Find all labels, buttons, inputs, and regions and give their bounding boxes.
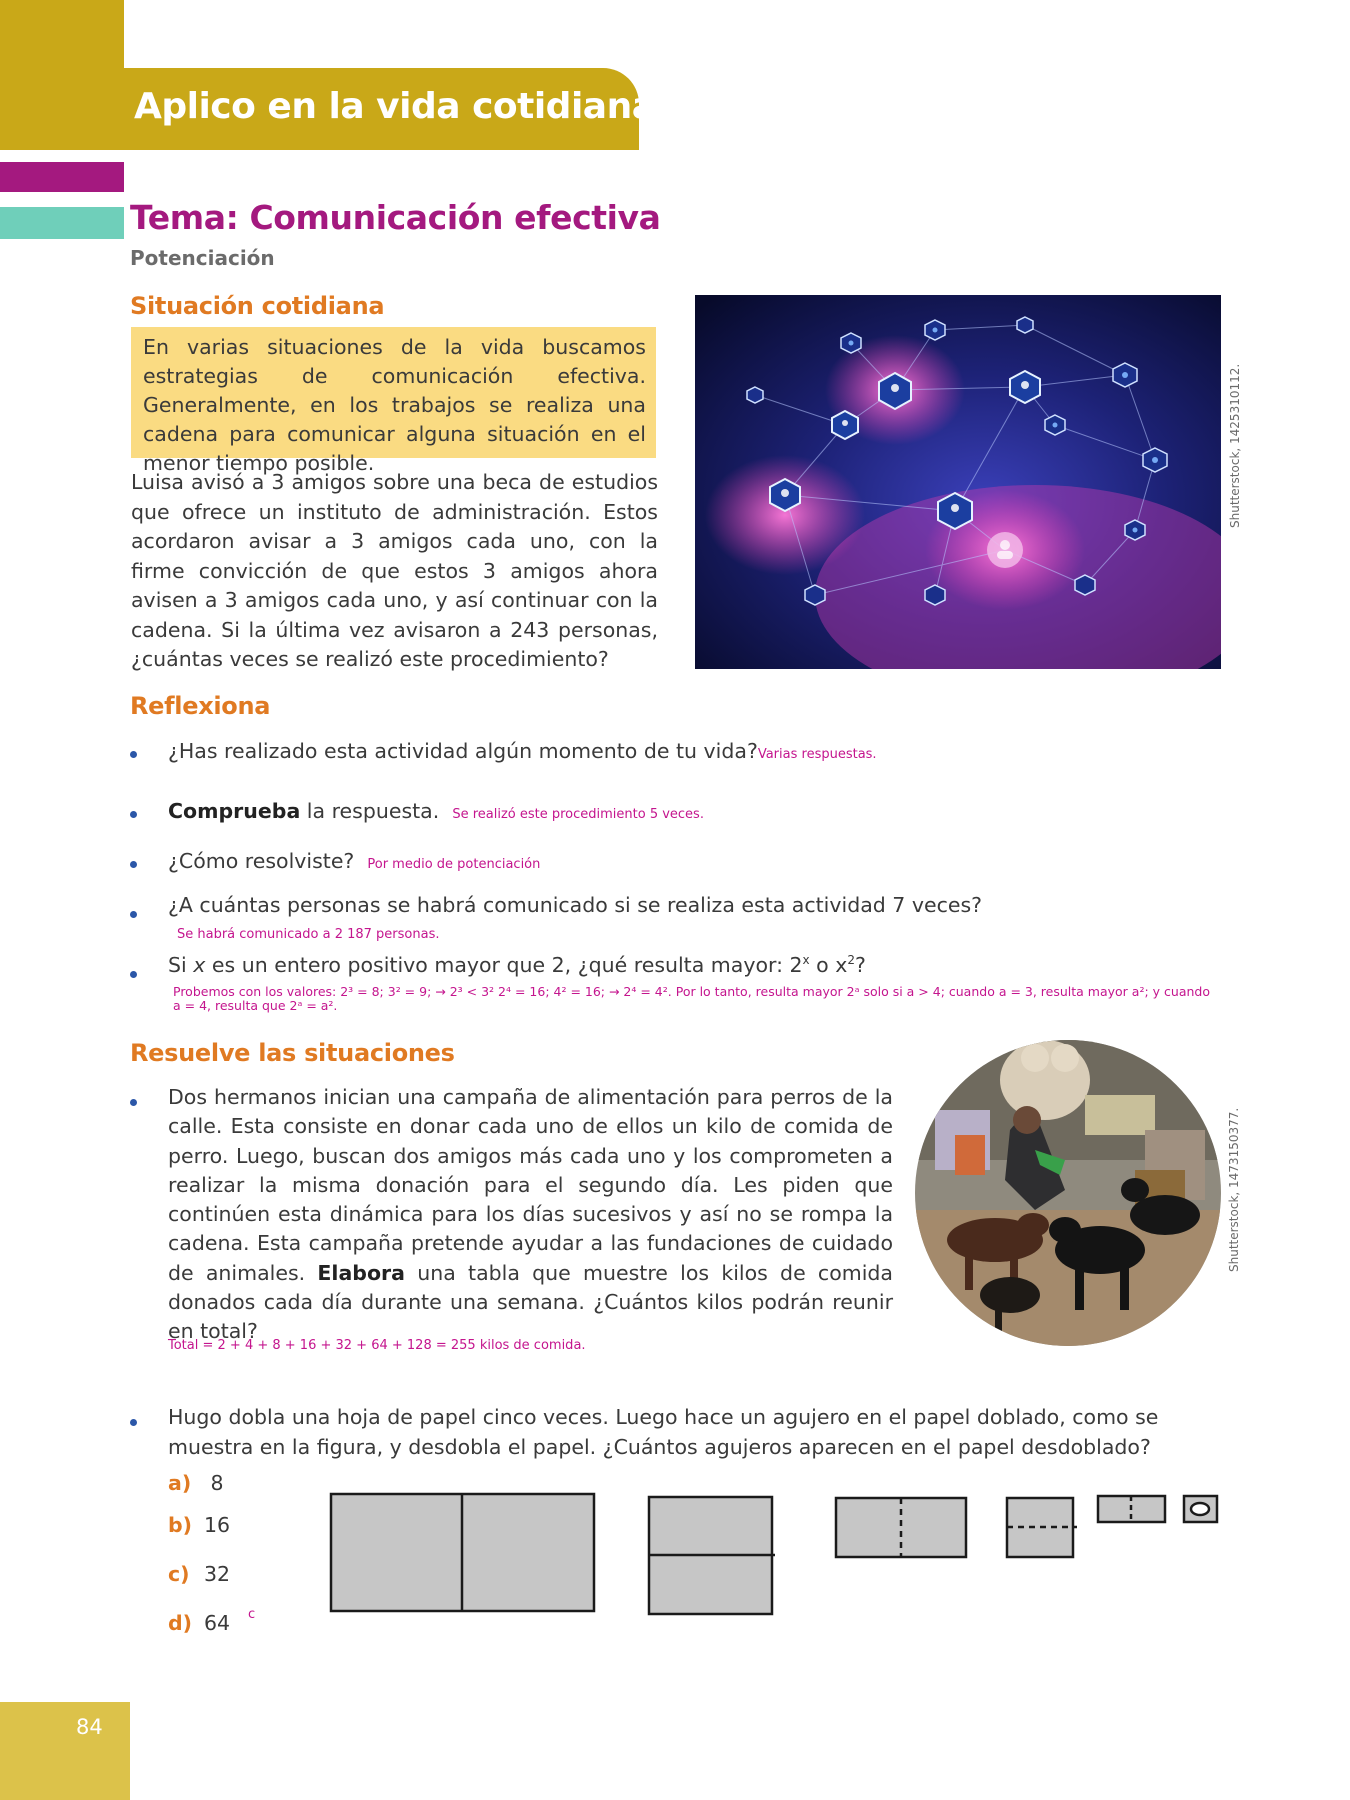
- reflect-answer-5: Probemos con los valores: 2³ = 8; 3² = 9; → 2³ < 3² 2⁴ = 16; 4² = 16; → 2⁴ = 4². Por lo tanto, resulta mayor 2ᵃ solo si a > 4; cuando a = 3, resulta mayor a²; y cuando a = 4, resulta que 2ᵃ = a².: [173, 984, 1210, 1013]
- problem-2-text: Hugo dobla una hoja de papel cinco veces. Luego hace un agujero en el papel doblado, como se muestra en la figura, y desdobla el papel. ¿Cuántos agujeros aparecen en el papel desdoblado?: [168, 1405, 1159, 1459]
- page-number: 84: [76, 1715, 103, 1739]
- reflect-question-5: Si x es un entero positivo mayor que 2, ¿qué resulta mayor: 2$^x$ o $x^2$?: [168, 953, 866, 977]
- magenta-accent-bar: [0, 162, 124, 192]
- situation-paragraph: Luisa avisó a 3 amigos sobre una beca de estudios que ofrece un instituto de administración. Estos acordaron avisar a 3 amigos cada uno, con la firme convicción de que estos 3 amigos ahora avisen a 3 amigos cada uno, y así continuar con la cadena. Si la última vez avisaron a 243 personas, ¿cuántas veces se realizó este procedimiento?: [131, 470, 658, 671]
- reflect-question-2: Comprueba la respuesta. Se realizó este procedimiento 5 veces.: [168, 799, 704, 823]
- reflect-answer-4: Se habrá comunicado a 2 187 personas.: [177, 927, 440, 942]
- network-image: [695, 295, 1221, 669]
- bullet-icon: [130, 971, 140, 981]
- teal-accent-bar: [0, 207, 124, 239]
- reflect-answer-2: Se realizó este procedimiento 5 veces.: [452, 807, 704, 822]
- option-c[interactable]: c) 32: [168, 1562, 231, 1586]
- bullet-icon: [130, 1419, 140, 1429]
- option-d[interactable]: d) 64: [168, 1611, 231, 1635]
- hole-icon: [1191, 1503, 1209, 1515]
- bullet-icon: [130, 1099, 140, 1109]
- bullet-icon: [130, 751, 140, 761]
- solve-heading: Resuelve las situaciones: [130, 1039, 455, 1067]
- dogs-photo: [915, 1040, 1221, 1346]
- bullet-icon: [130, 911, 140, 921]
- bullet-icon: [130, 811, 140, 821]
- option-answer-mark: c: [248, 1607, 256, 1622]
- topic-subtitle: Potenciación: [130, 246, 275, 270]
- reflect-heading: Reflexiona: [130, 692, 271, 720]
- reflect-question-4: ¿A cuántas personas se habrá comunicado si se realiza esta actividad 7 veces?: [168, 893, 983, 917]
- page-number-band: [0, 1702, 130, 1800]
- paper-folding-figure: [325, 1490, 1225, 1620]
- header-band: [0, 0, 124, 150]
- paper-step-3: [836, 1498, 966, 1557]
- reflect-answer-3: Por medio de potenciación: [367, 857, 541, 872]
- section-title: Aplico en la vida cotidiana: [134, 86, 656, 127]
- topic-title: Tema: Comunicación efectiva: [130, 198, 661, 237]
- option-b[interactable]: b) 16: [168, 1513, 231, 1537]
- dogs-photo-credit: Shutterstock, 1473150377.: [1227, 1107, 1241, 1272]
- problem-1-answer: Total = 2 + 4 + 8 + 16 + 32 + 64 + 128 = 255 kilos de comida.: [168, 1338, 586, 1353]
- option-a[interactable]: a) 8: [168, 1471, 224, 1495]
- reflect-question-3: ¿Cómo resolviste? Por medio de potenciación: [168, 849, 541, 873]
- situation-heading: Situación cotidiana: [130, 292, 385, 320]
- situation-highlight-box: En varias situaciones de la vida buscamos estrategias de comunicación efectiva. Generalmente, en los trabajos se realiza una cadena para comunicar alguna situación en el menor tiempo posible.: [131, 327, 656, 458]
- problem-1-text: Dos hermanos inician una campaña de alimentación para perros de la calle. Esta consiste en donar cada uno de ellos un kilo de comida de perro. Luego, buscan dos amigos más cada uno y los comprometen a realizar la misma donación para el segundo día. Les piden que continúen esta dinámica para los días sucesivos y así no se rompa la cadena. Esta campaña pretende ayudar a las fundaciones de cuidado de animales. Elabora una tabla que muestre los kilos de comida donados cada día durante una semana. ¿Cuántos kilos podrán reunir en total?: [168, 1085, 893, 1344]
- reflect-question-1: ¿Has realizado esta actividad algún momento de tu vida?Varias respuestas.: [168, 739, 877, 763]
- network-image-credit: Shutterstock, 1425310112.: [1228, 363, 1242, 528]
- reflect-answer-1: Varias respuestas.: [757, 747, 877, 762]
- bullet-icon: [130, 861, 140, 871]
